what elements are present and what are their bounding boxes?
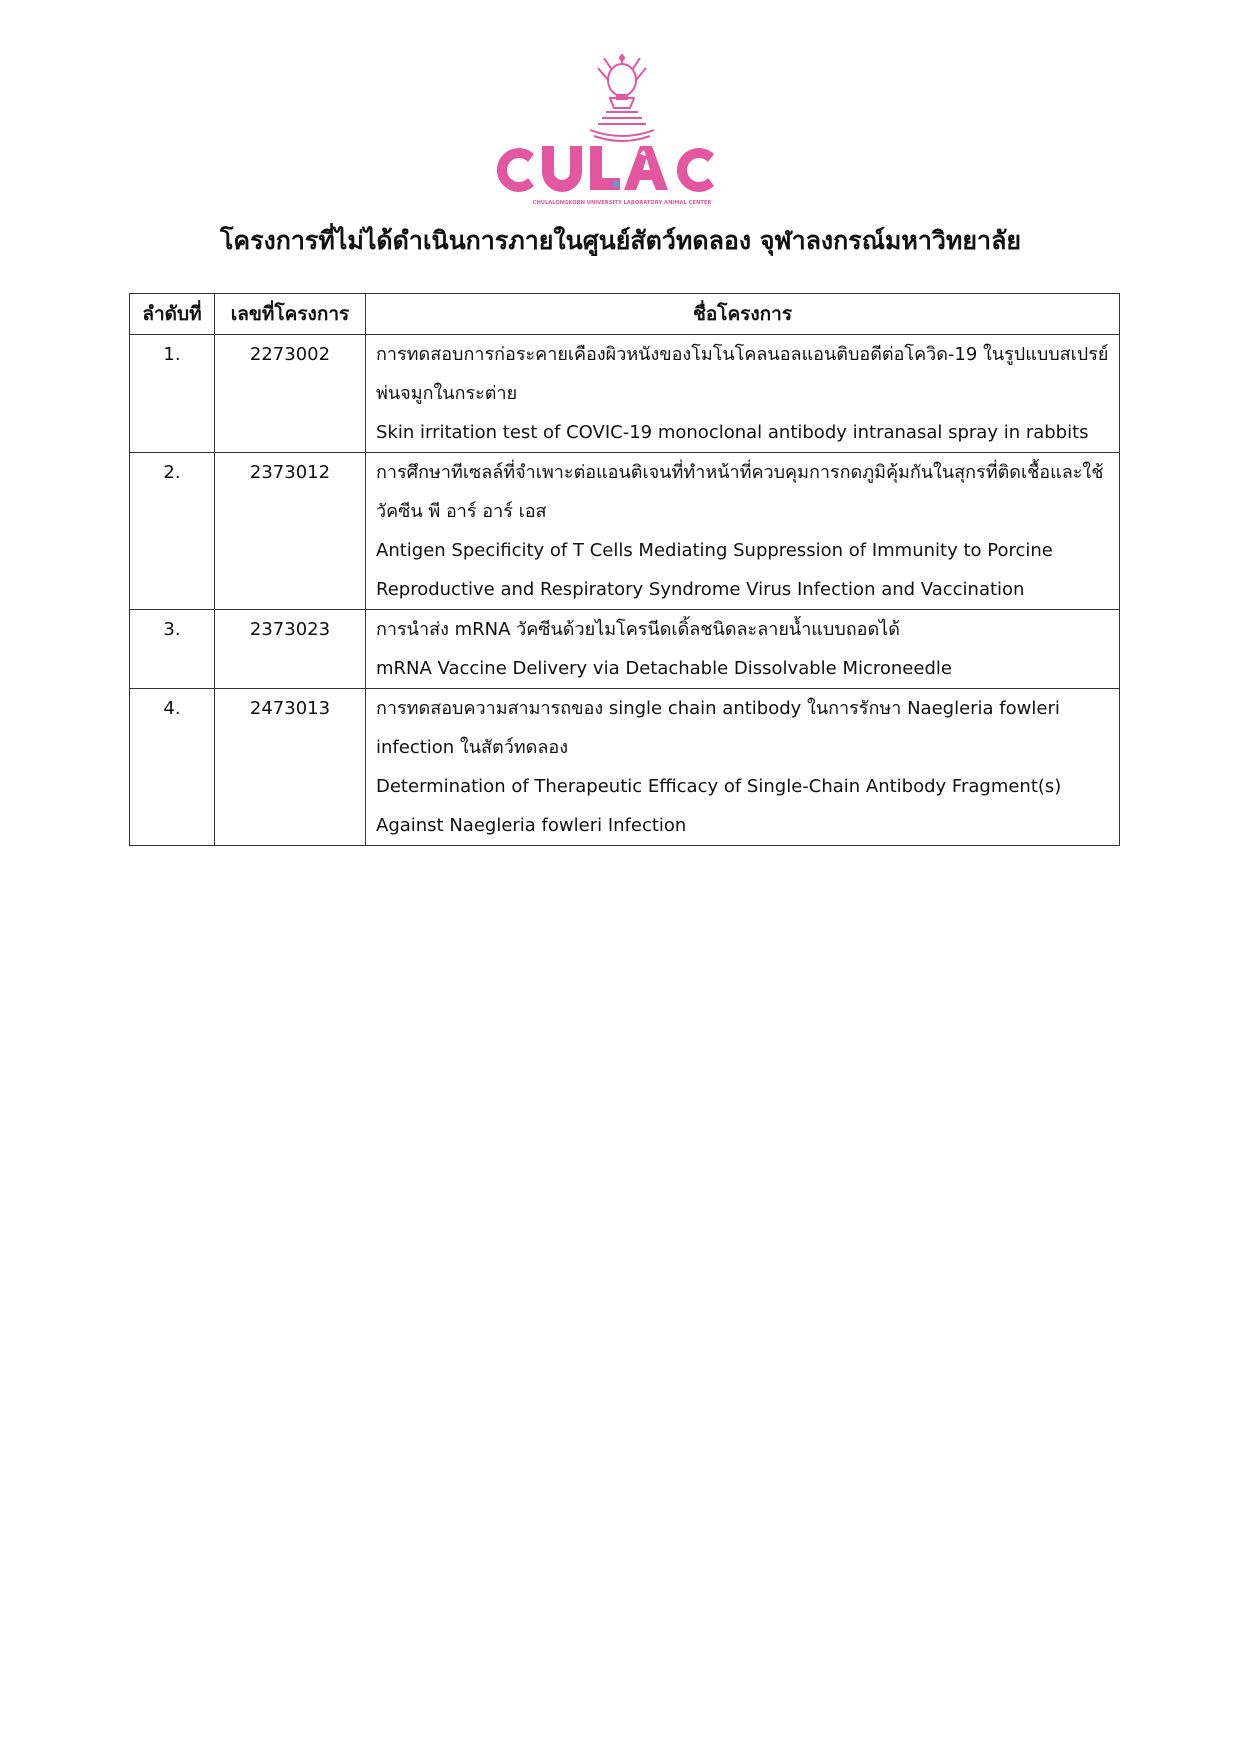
- project-name: [366, 610, 1120, 689]
- row-number: 2.: [130, 453, 215, 610]
- project-name-line: Antigen Specificity of T Cells Mediating Suppression of Immunity to Porcine: [376, 540, 1053, 561]
- header-project-name: ชื่อโครงการ: [366, 294, 1120, 335]
- project-name-line: mRNA Vaccine Delivery via Detachable Dissolvable Microneedle: [376, 658, 952, 679]
- project-name-line: Against Naegleria fowleri Infection: [376, 815, 687, 836]
- table-row: [130, 610, 1120, 689]
- table-header-row: [130, 294, 1120, 335]
- project-name-line: พ่นจมูกในกระต่าย: [376, 383, 518, 404]
- project-code: 2273002: [215, 335, 366, 453]
- project-name: [366, 453, 1120, 610]
- row-number: 4.: [130, 689, 215, 846]
- project-name-line: Skin irritation test of COVIC-19 monoclonal antibody intranasal spray in rabbits: [376, 422, 1089, 443]
- logo-subtitle: CHULALONGKORN UNIVERSITY LABORATORY ANIMAL CENTER: [532, 200, 712, 206]
- project-code: 2473013: [215, 689, 366, 846]
- project-name-line: Determination of Therapeutic Efficacy of Single-Chain Antibody Fragment(s): [376, 776, 1062, 797]
- table-row: [130, 689, 1120, 846]
- page-title: โครงการที่ไม่ได้ดำเนินการภายในศูนย์สัตว์ทดลอง จุฬาลงกรณ์มหาวิทยาลัย: [219, 226, 1022, 255]
- project-name-line: infection ในสัตว์ทดลอง: [376, 737, 568, 758]
- project-code: 2373023: [215, 610, 366, 689]
- header-project-code: เลขที่โครงการ: [215, 294, 366, 335]
- culac-logo: [490, 50, 754, 208]
- table-row: [130, 453, 1120, 610]
- project-name-line: การศึกษาทีเซลล์ที่จำเพาะต่อแอนติเจนที่ทำหน้าที่ควบคุมการกดภูมิคุ้มกันในสุกรที่ติดเชื้อและใช้: [376, 462, 1104, 483]
- project-name: [366, 335, 1120, 453]
- project-name-line: การนำส่ง mRNA วัคซีนด้วยไมโครนีดเดิ้ลชนิดละลายน้ำแบบถอดได้: [376, 619, 900, 640]
- project-name-line: Reproductive and Respiratory Syndrome Virus Infection and Vaccination: [376, 579, 1025, 600]
- header-order-number: ลำดับที่: [130, 294, 215, 335]
- table-row: [130, 335, 1120, 453]
- project-name-line: วัคซีน พี อาร์ อาร์ เอส: [376, 501, 547, 522]
- culac-logo-graphic: [490, 50, 754, 208]
- row-number: 3.: [130, 610, 215, 689]
- project-name-line: การทดสอบความสามารถของ single chain antibody ในการรักษา Naegleria fowleri: [376, 698, 1060, 719]
- project-code: 2373012: [215, 453, 366, 610]
- row-number: 1.: [130, 335, 215, 453]
- project-name-line: การทดสอบการก่อระคายเคืองผิวหนังของโมโนโคลนอลแอนติบอดีต่อโควิด-19 ในรูปแบบสเปรย์: [376, 344, 1109, 365]
- projects-table: [129, 293, 1120, 846]
- project-name: [366, 689, 1120, 846]
